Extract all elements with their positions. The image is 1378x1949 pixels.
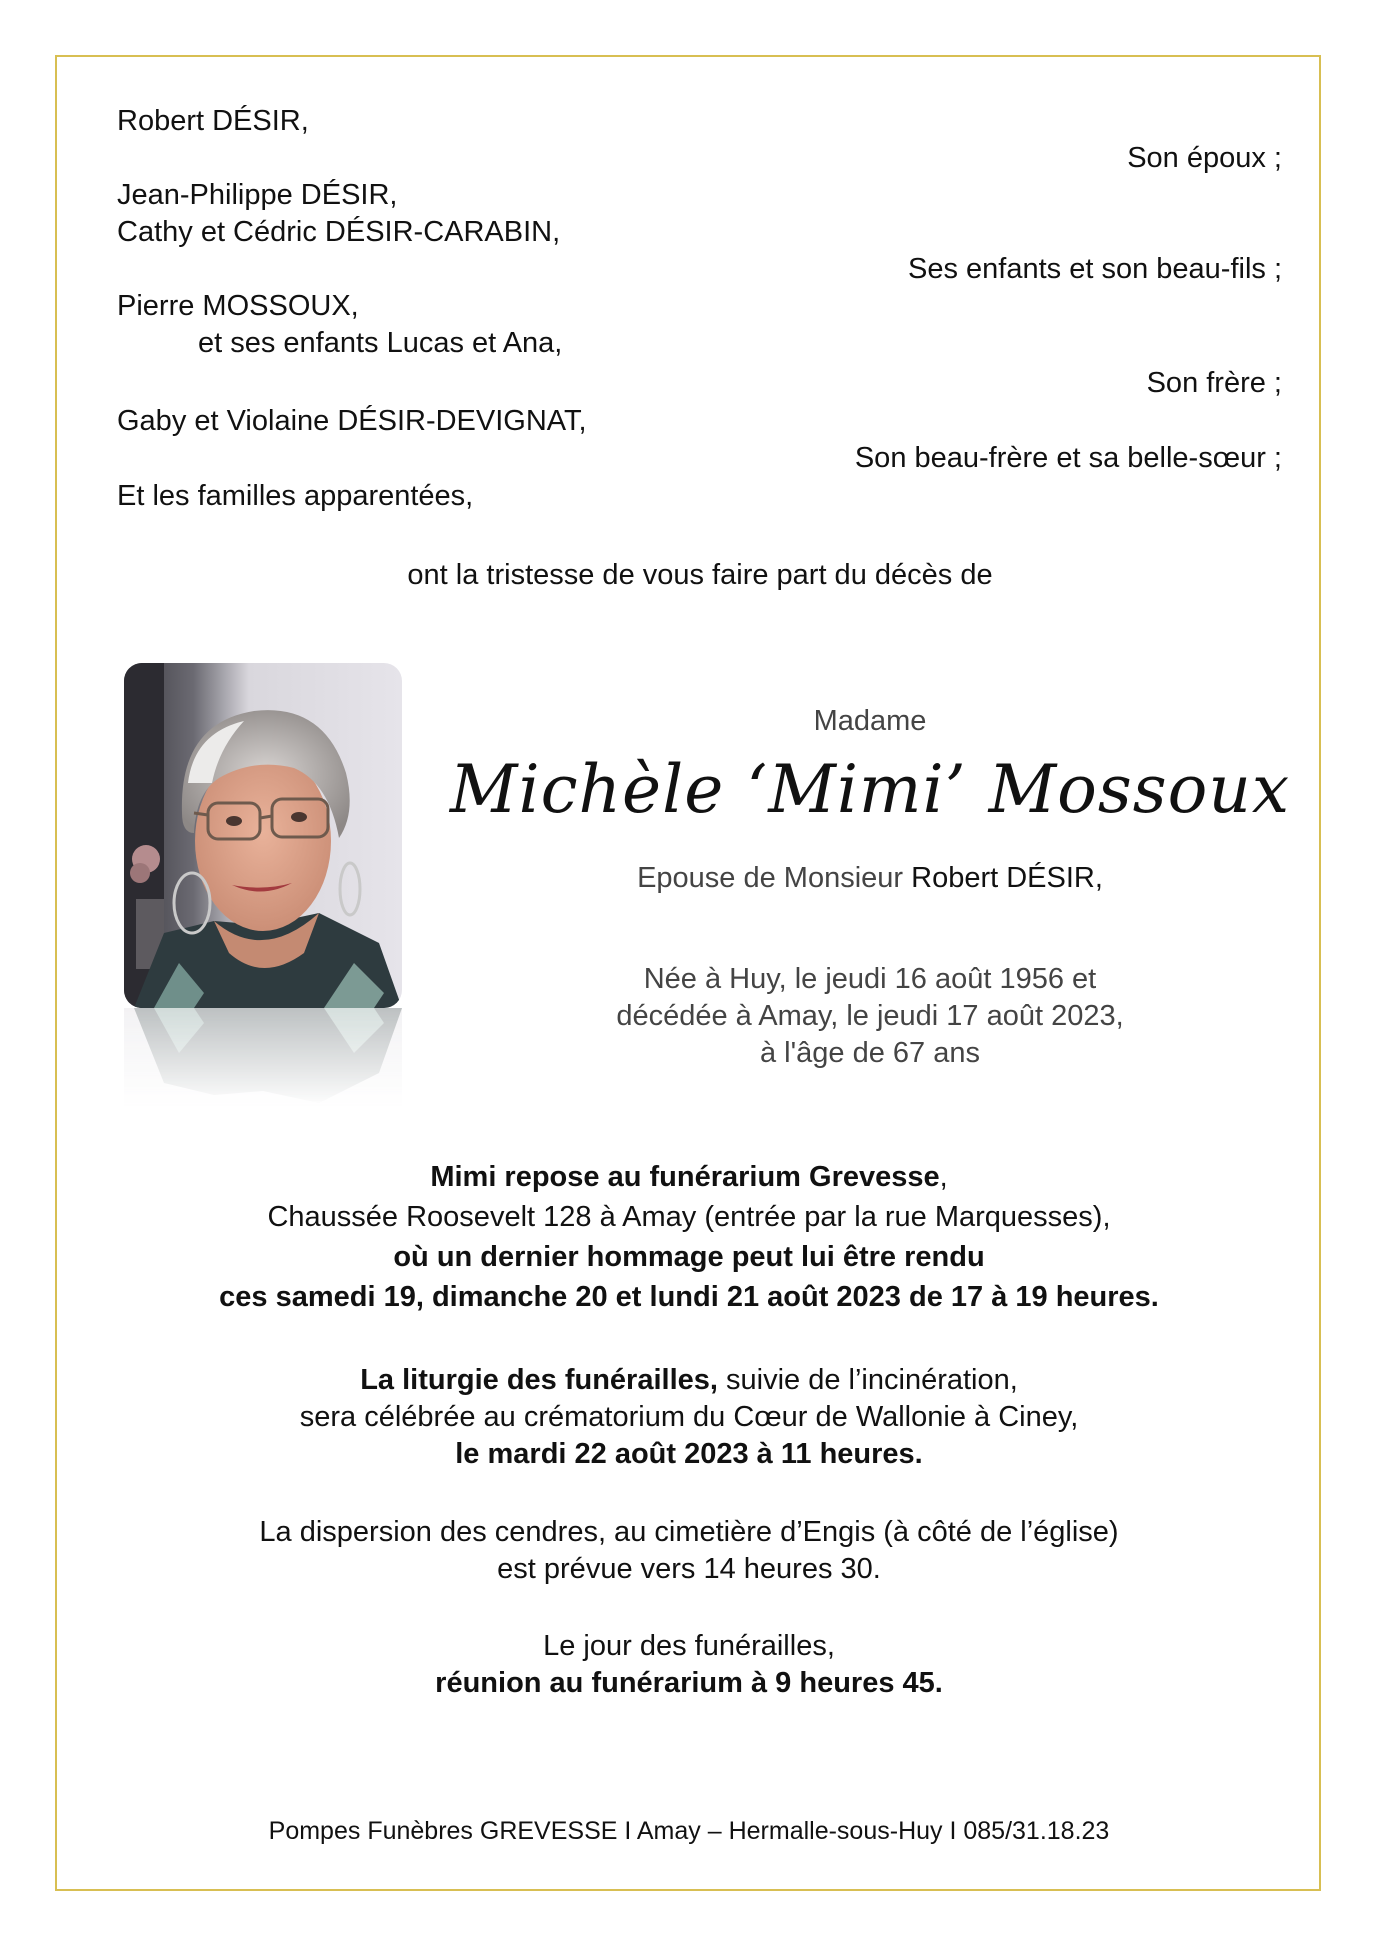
family-role-children: Ses enfants et son beau-fils ; bbox=[908, 253, 1282, 285]
liturgy-rest: suivie de l’incinération, bbox=[717, 1364, 1018, 1396]
visitation-comma: , bbox=[939, 1161, 948, 1193]
family-line-pierre: Pierre MOSSOUX, bbox=[117, 290, 359, 322]
family-role-spouse: Son époux ; bbox=[1127, 142, 1282, 174]
deceased-name: Michèle ‘Mimi’ Mossoux bbox=[449, 751, 1291, 828]
liturgy-date bbox=[0, 1436, 1378, 1472]
announcement-text: ont la tristesse de vous faire part du décès de bbox=[407, 559, 993, 591]
age-line: à l'âge de 67 ans bbox=[760, 1037, 980, 1069]
visitation-place: Mimi repose au funérarium Grevesse bbox=[430, 1161, 940, 1193]
spouse-line bbox=[440, 860, 1300, 896]
birth-line: Née à Huy, le jeudi 16 août 1956 et bbox=[643, 963, 1097, 995]
family-role-in-laws: Son beau-frère et sa belle-sœur ; bbox=[854, 442, 1282, 474]
liturgy-date-text: le mardi 22 août 2023 à 11 heures. bbox=[455, 1438, 923, 1470]
family-line-robert: Robert DÉSIR, bbox=[117, 105, 309, 137]
family-line-relatives: Et les familles apparentées, bbox=[117, 480, 474, 512]
liturgy-line-1 bbox=[0, 1362, 1378, 1398]
visitation-homage-text: où un dernier hommage peut lui être rendu bbox=[393, 1241, 985, 1273]
visitation-address: Chaussée Roosevelt 128 à Amay (entrée par la rue Marquesses), bbox=[267, 1201, 1111, 1233]
death-line: décédée à Amay, le jeudi 17 août 2023, bbox=[616, 1000, 1124, 1032]
portrait-photo bbox=[124, 663, 402, 1008]
spouse-name: Robert DÉSIR, bbox=[911, 862, 1103, 894]
family-line-gaby-violaine: Gaby et Violaine DÉSIR-DEVIGNAT, bbox=[117, 405, 587, 437]
family-line-jean-philippe: Jean-Philippe DÉSIR, bbox=[117, 179, 398, 211]
dispersion-line-2: est prévue vers 14 heures 30. bbox=[497, 1553, 881, 1585]
liturgy-line-2: sera célébrée au crématorium du Cœur de Wallonie à Ciney, bbox=[299, 1401, 1079, 1433]
meeting-line-1: Le jour des funérailles, bbox=[543, 1630, 835, 1662]
visitation-dates bbox=[0, 1279, 1378, 1315]
dispersion-line-1: La dispersion des cendres, au cimetière d’Engis (à côté de l’église) bbox=[259, 1516, 1119, 1548]
visitation-dates-text: ces samedi 19, dimanche 20 et lundi 21 août 2023 de 17 à 19 heures. bbox=[219, 1281, 1159, 1313]
liturgy-title: La liturgie des funérailles, bbox=[360, 1364, 718, 1396]
visitation-line-1 bbox=[0, 1159, 1378, 1195]
meeting-line-2 bbox=[0, 1665, 1378, 1701]
meeting-time: réunion au funérarium à 9 heures 45. bbox=[435, 1667, 943, 1699]
visitation-homage bbox=[0, 1239, 1378, 1275]
family-role-brother: Son frère ; bbox=[1146, 367, 1282, 399]
family-line-lucas-ana: et ses enfants Lucas et Ana, bbox=[198, 327, 563, 359]
family-line-cathy-cedric: Cathy et Cédric DÉSIR-CARABIN, bbox=[117, 216, 561, 248]
portrait-reflection bbox=[124, 1008, 402, 1108]
spouse-prefix: Epouse de Monsieur bbox=[637, 862, 912, 894]
honorific: Madame bbox=[813, 705, 927, 737]
footer-contact: Pompes Funèbres GREVESSE I Amay – Hermalle-sous-Huy I 085/31.18.23 bbox=[268, 1817, 1110, 1845]
